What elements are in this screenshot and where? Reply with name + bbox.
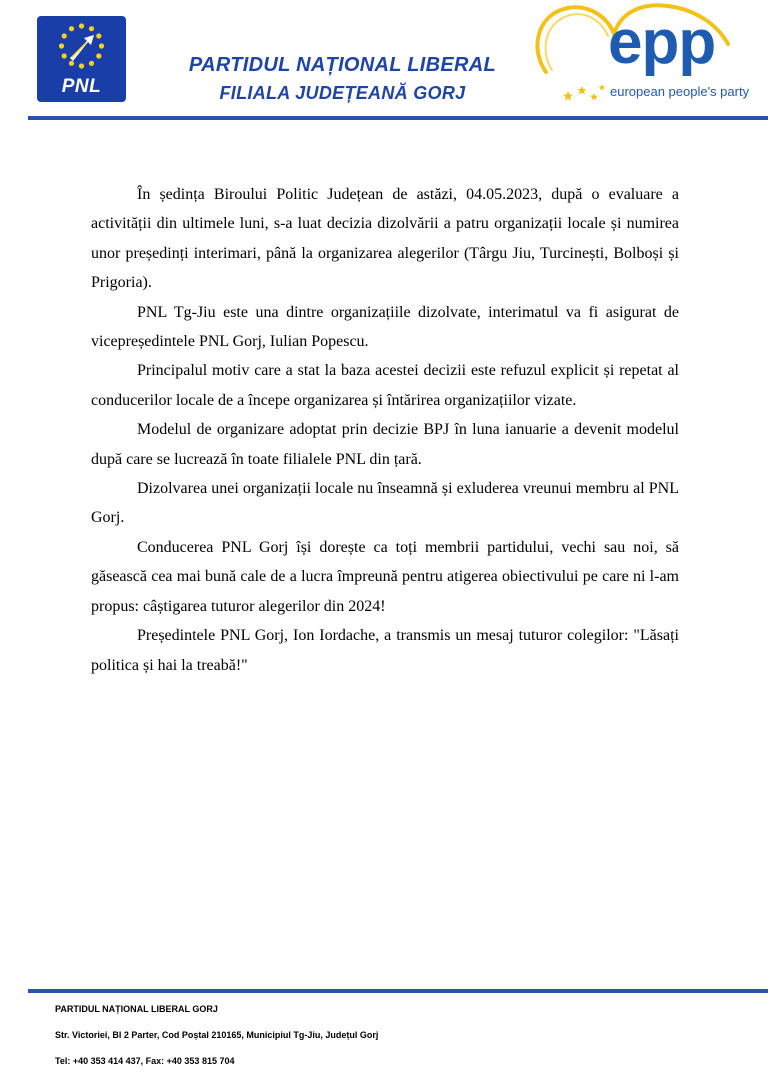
paragraph: Președintele PNL Gorj, Ion Iordache, a transmis un mesaj tuturor colegilor: "Lăsați politica și hai la treabă!": [91, 627, 679, 674]
paragraph: PNL Tg-Jiu este una dintre organizațiile dizolvate, interimatul va fi asigurat de vicepreședintele PNL Gorj, Iulian Popescu.: [91, 303, 679, 351]
letterhead: [0, 0, 770, 125]
party-branch: FILIALA JUDEȚEANĂ GORJ: [219, 83, 466, 103]
pnl-logo: [37, 16, 126, 102]
pnl-logo-text: PNL: [61, 76, 102, 97]
paragraph: Principalul motiv care a stat la baza acestei decizii este refuzul explicit și repetat al conducerilor locale de a începe organizarea și întărirea organizațiilor vizate.: [91, 362, 679, 409]
epp-tagline: european people's party: [610, 84, 750, 99]
epp-logo: [528, 0, 768, 110]
paragraph: În ședința Biroului Politic Județean de astăzi, 04.05.2023, după o evaluare a activității din ultimele luni, s-a luat decizia dizolvării a patru organizații locale și numirea unor președinți interimari, până la organizarea alegerilor (Târgu Jiu, Turcinești, Bolboși și Prigoria).: [91, 186, 679, 292]
footer-contact: Tel: +40 353 414 437, Fax: +40 353 815 704: [55, 1056, 235, 1066]
footer-org-name: PARTIDUL NAȚIONAL LIBERAL GORJ: [55, 1004, 218, 1014]
paragraph: Conducerea PNL Gorj își dorește ca toți membrii partidului, vechi sau noi, să găsească cea mai bună cale de a lucra împreună pentru atigerea obiectivului pe care ni l-am propus: câștigarea tuturor alegerilor din 2024!: [91, 538, 679, 615]
paragraph: Dizolvarea unei organizații locale nu înseamnă și exluderea vreunui membru al PNL Gorj.: [91, 480, 679, 527]
epp-wordmark: epp: [608, 8, 716, 77]
footer-address: Str. Victoriei, Bl 2 Parter, Cod Poștal 210165, Municipiul Tg-Jiu, Județul Gorj: [55, 1030, 379, 1040]
epp-stars-icon: [563, 84, 605, 101]
party-title: PARTIDUL NAȚIONAL LIBERAL: [188, 54, 497, 76]
press-release-body: [91, 180, 679, 680]
paragraph: Modelul de organizare adoptat prin decizie BPJ în luna ianuarie a devenit modelul după care se lucrează în toate filialele PNL din țară.: [91, 421, 679, 468]
header-divider: [28, 116, 768, 120]
footer: [55, 1003, 755, 1081]
footer-divider: [28, 989, 768, 993]
